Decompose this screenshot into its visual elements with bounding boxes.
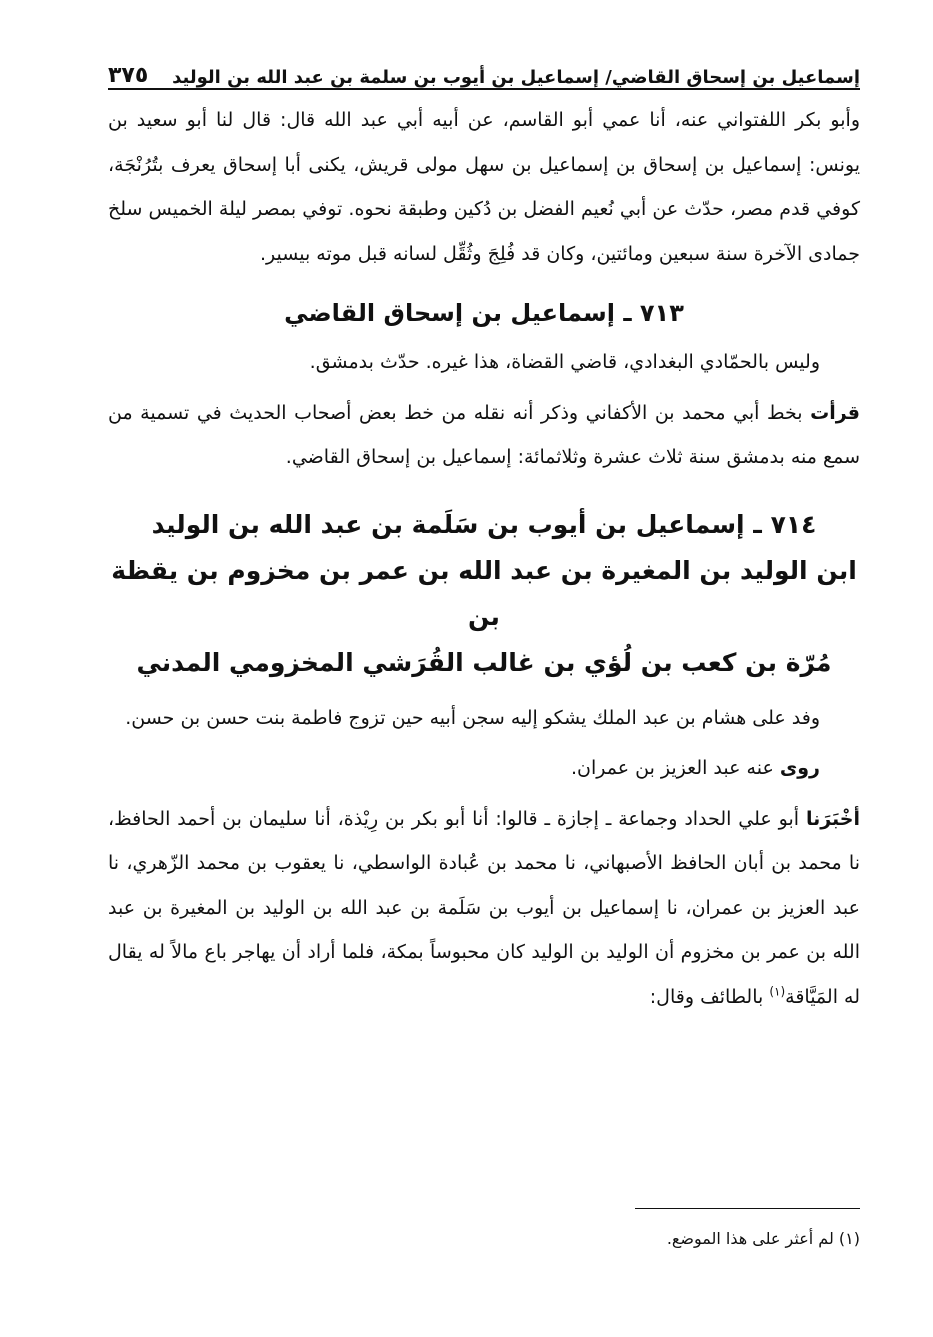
entry-714-lead-word-akhbarana: أخْبَرَنا [805,807,860,830]
entry-713-paragraph-2 [108,391,860,480]
intro-paragraph: وأبو بكر اللفتواني عنه، أنا عمي أبو القاسم، عن أبيه أبي عبد الله قال: قال لنا أبو سعيد بن يونس: إسماعيل بن إسحاق بن إسماعيل بن سهل مولى قريش، يكنى أبا إسحاق يعرف بتُرُنْجَة، كوفي قدم مصر، حدّث عن أبي نُعيم الفضل بن دُكين وطبقة نحوه. توفي بمصر ليلة الخميس سلخ جمادى الآخرة سنة سبعين ومائتين، وكان قد فُلِجَ وثُقِّل لسانه قبل موته بيسير. [108,109,860,265]
book-page [108,48,860,1308]
entry-714-paragraph-2-text: عنه عبد العزيز بن عمران. [571,757,780,779]
entry-713-heading: ٧١٣ ـ إسماعيل بن إسحاق القاضي [284,299,684,327]
running-header [108,48,860,90]
entry-714-paragraph-2 [108,746,860,791]
footnote-divider [635,1208,860,1209]
entry-714-lead-word-rawa: روى [779,757,820,779]
running-title: إسماعيل بن إسحاق القاضي/ إسماعيل بن أيوب بن سلمة بن عبد الله بن الوليد [172,67,860,88]
entry-714-paragraph-3-text: أبو علي الحداد وجماعة ـ إجازة ـ قالوا: أنا أبو بكر بن رِيْذة، أنا سليمان بن أحمد الحافظ، نا محمد بن أبان الحافظ الأصبهاني، نا محمد بن عُبادة الواسطي، نا يعقوب بن محمد الزّهري، نا عبد العزيز بن عمران، نا إسماعيل بن أيوب بن سَلَمة بن عبد الله بن الوليد بن المغيرة بن عبد الله بن عمر بن مخزوم أن الوليد بن الوليد كان محبوساً بمكة، فلما أراد أن يهاجر باع مالاً له يقال له المَيَّاقة [108,807,860,1008]
entry-714-paragraph-3 [108,797,860,1020]
entry-714-heading-line-3: مُرّة بن كعب بن لُؤي بن غالب القُرَشي المخزومي المدني [136,647,832,677]
entry-714-heading-line-2: ابن الوليد بن المغيرة بن عبد الله بن عمر بن مخزوم بن يقظة بن [111,555,857,631]
entry-713-paragraph-2-text: بخط أبي محمد بن الأكفاني وذكر أنه نقله من خط بعض أصحاب الحديث في تسمية من سمع منه بدمشق سنة ثلاث عشرة وثلاثمائة: إسماعيل بن إسحاق القاضي. [108,401,860,468]
footnote-number: (١) [838,1229,860,1248]
entry-714-heading-line-1: ٧١٤ ـ إسماعيل بن أيوب بن سَلَمة بن عبد الله بن الوليد [151,509,817,539]
footnote [667,1226,860,1252]
entry-714-paragraph-1: وفد على هشام بن عبد الملك يشكو إليه سجن أبيه حين تزوج فاطمة بنت حسن بن حسن. [125,706,820,729]
footnote-text: لم أعثر على هذا الموضع. [666,1229,834,1248]
entry-714-paragraph-3-tail: بالطائف وقال: [649,985,770,1008]
entry-713-paragraph-1: وليس بالحمّادي البغدادي، قاضي القضاة، هذا غيره. حدّث بدمشق. [309,351,820,373]
entry-713-lead-word: قرأت [810,401,860,424]
entry-714-heading [108,502,860,686]
footnote-reference[interactable]: (١) [769,984,786,999]
page-number: ٣٧٥ [108,63,149,88]
